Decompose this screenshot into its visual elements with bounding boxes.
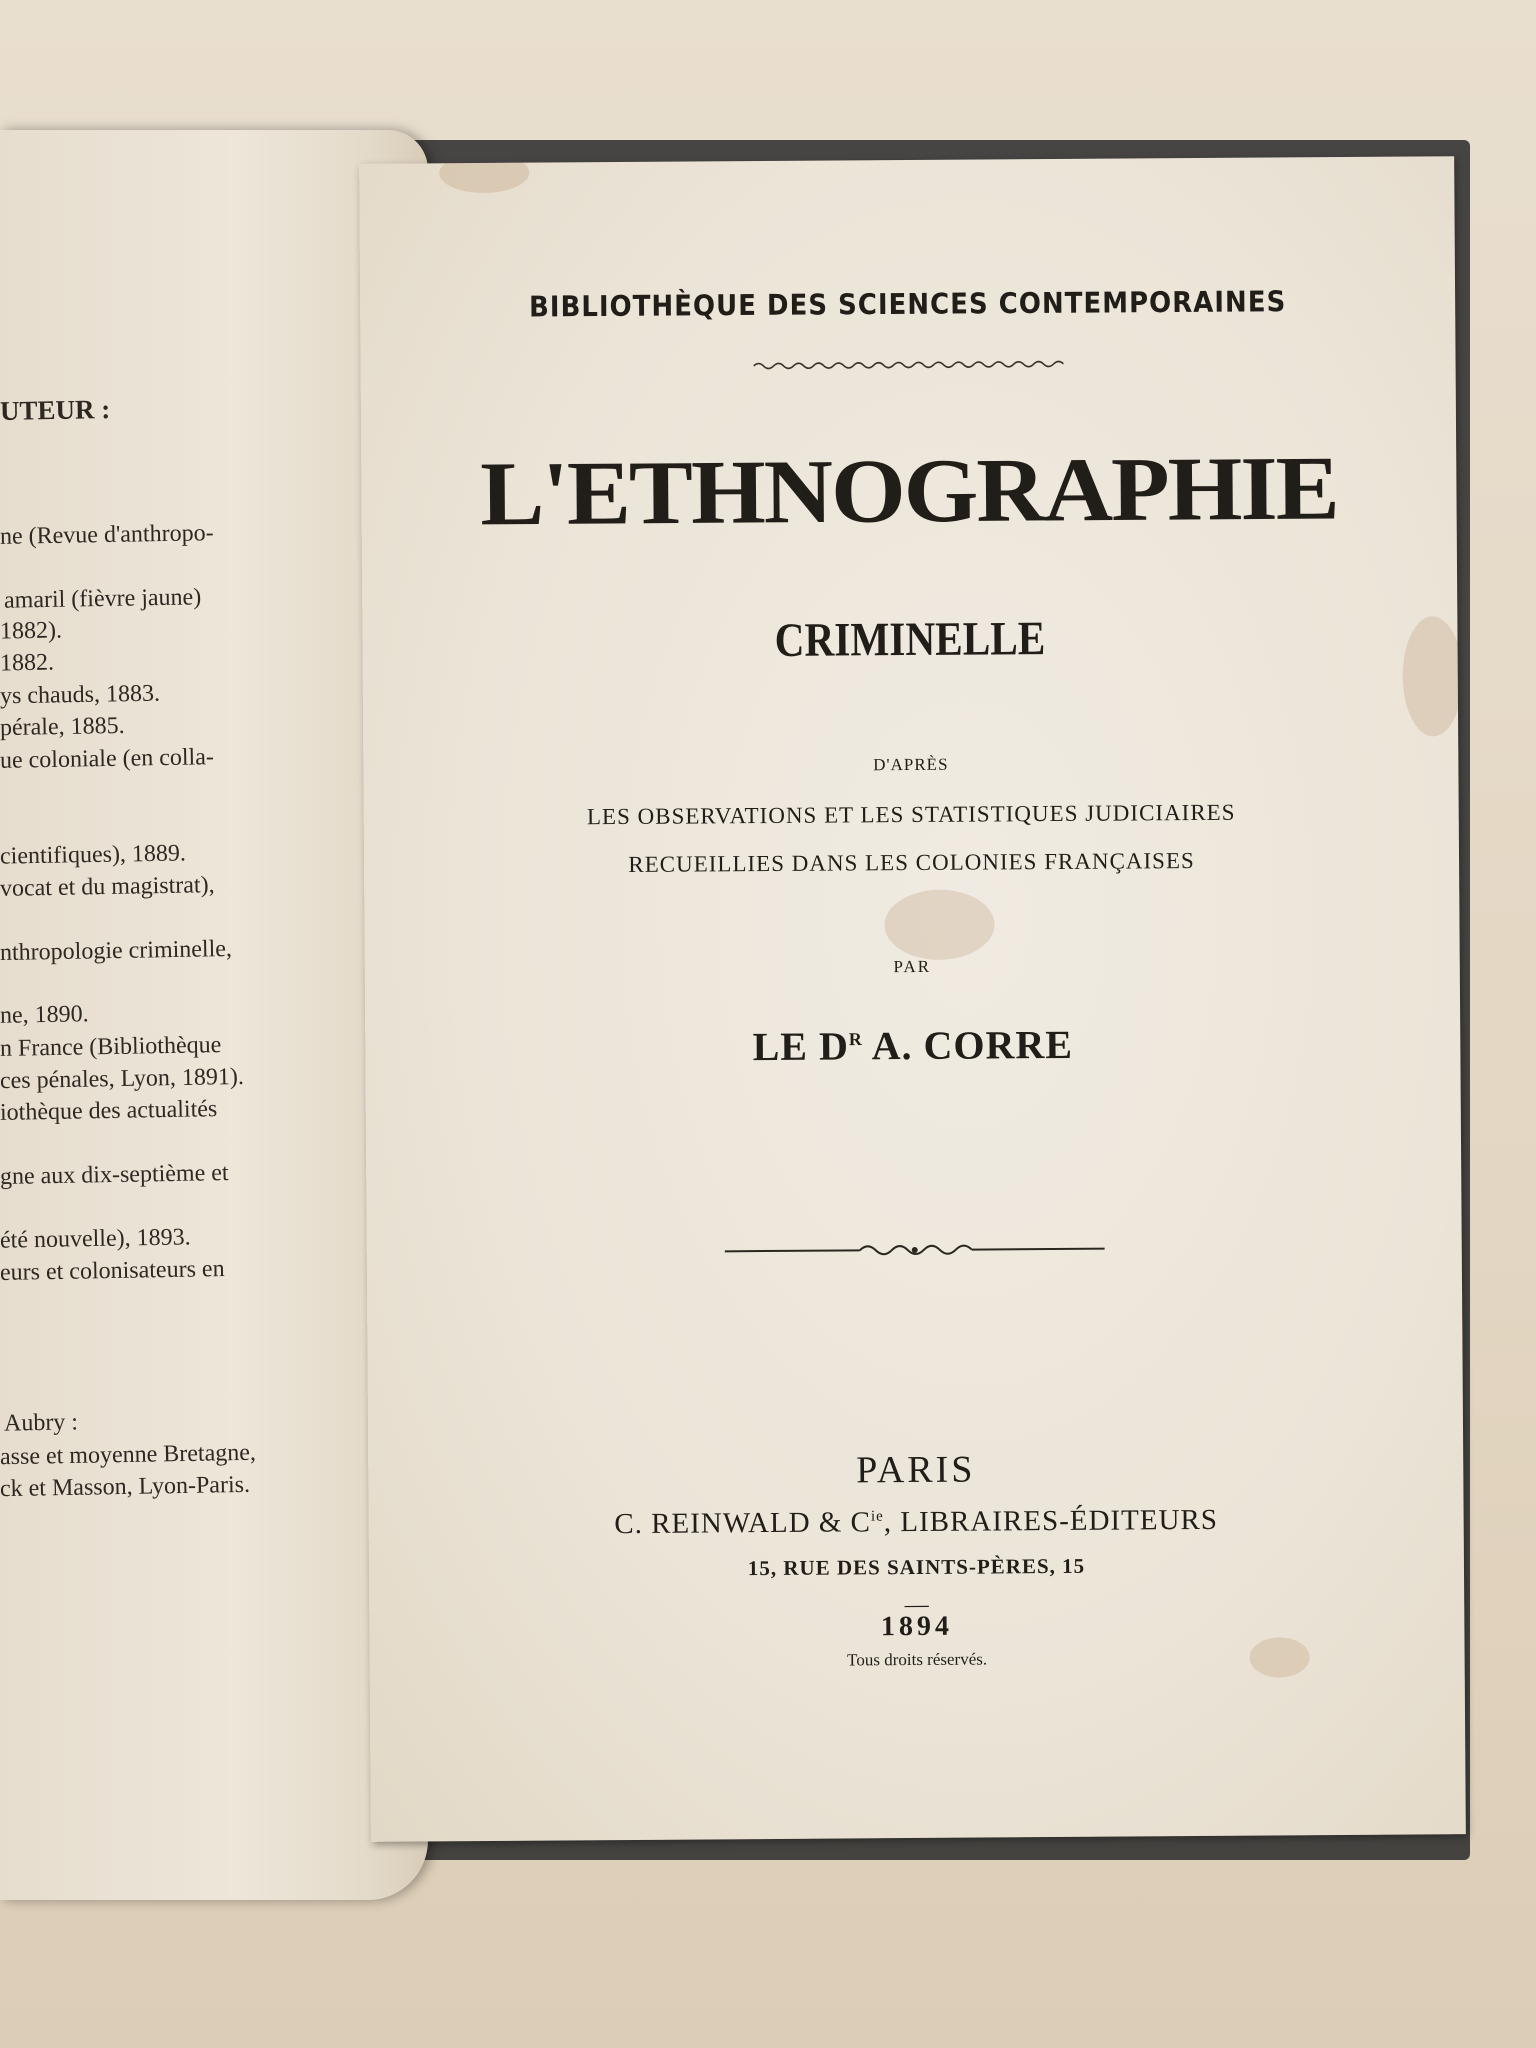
left-line: eurs et colonisateurs en bbox=[0, 1256, 225, 1286]
publisher-address: 15, RUE DES SAINTS-PÈRES, 15 bbox=[747, 1553, 1086, 1581]
publisher-suffix: , LIBRAIRES-ÉDITEURS bbox=[883, 1503, 1219, 1539]
book-subtitle: CRIMINELLE bbox=[774, 612, 1046, 667]
series-title: BIBLIOTHÈQUE DES SCIENCES CONTEMPORAINES bbox=[528, 285, 1287, 325]
left-line: iothèque des actualités bbox=[0, 1096, 218, 1126]
left-line: ne (Revue d'anthropo- bbox=[0, 520, 214, 550]
left-line: 1882. bbox=[0, 649, 55, 677]
par-text: PAR bbox=[893, 956, 932, 977]
left-line: cientifiques), 1889. bbox=[0, 840, 187, 870]
author-surname: A. CORRE bbox=[862, 1021, 1074, 1069]
ornament-rule bbox=[367, 1236, 1462, 1268]
publisher-prefix: C. REINWALD & C bbox=[614, 1506, 872, 1541]
left-line: nthropologie criminelle, bbox=[0, 935, 233, 967]
publisher-sup: ie bbox=[870, 1508, 884, 1525]
left-line: asse et moyenne Bretagne, bbox=[0, 1439, 257, 1471]
dapres-text: D'APRÈS bbox=[873, 754, 949, 775]
publisher bbox=[369, 1502, 1464, 1543]
publication-year: 1894 bbox=[880, 1610, 953, 1643]
wavy-rule bbox=[361, 352, 1456, 379]
left-line: Aubry : bbox=[3, 1409, 79, 1437]
author-name bbox=[365, 1018, 1460, 1073]
left-line: ys chauds, 1883. bbox=[0, 680, 161, 710]
left-line: vocat et du magistrat), bbox=[0, 872, 215, 902]
short-rule: — bbox=[904, 1591, 929, 1619]
foxing-stain bbox=[1402, 616, 1463, 736]
title-page bbox=[359, 156, 1466, 1842]
description-line-1: LES OBSERVATIONS ET LES STATISTIQUES JUDICIAIRES bbox=[586, 799, 1236, 830]
left-line: 1882). bbox=[0, 617, 63, 645]
description-line-2: RECUEILLIES DANS LES COLONIES FRANÇAISES bbox=[628, 848, 1195, 877]
foxing-stain bbox=[884, 889, 994, 960]
left-line: ue coloniale (en colla- bbox=[0, 744, 215, 774]
left-line: pérale, 1885. bbox=[0, 712, 125, 742]
author-sup: R bbox=[848, 1029, 863, 1050]
left-line: ces pénales, Lyon, 1891). bbox=[0, 1063, 245, 1095]
left-line: ne, 1890. bbox=[0, 1001, 89, 1029]
left-line: amaril (fièvre jaune) bbox=[3, 584, 202, 614]
publication-city: PARIS bbox=[856, 1448, 976, 1492]
left-line: n France (Bibliothèque bbox=[0, 1032, 222, 1062]
author-prefix: LE D bbox=[752, 1023, 850, 1070]
left-line: UTEUR : bbox=[0, 394, 111, 426]
left-line: été nouvelle), 1893. bbox=[0, 1224, 191, 1254]
rights-notice: Tous droits réservés. bbox=[847, 1649, 988, 1670]
left-line: ck et Masson, Lyon-Paris. bbox=[0, 1471, 251, 1503]
left-line: gne aux dix-septième et bbox=[0, 1160, 229, 1190]
book-title: L'ETHNOGRAPHIE bbox=[479, 436, 1339, 545]
